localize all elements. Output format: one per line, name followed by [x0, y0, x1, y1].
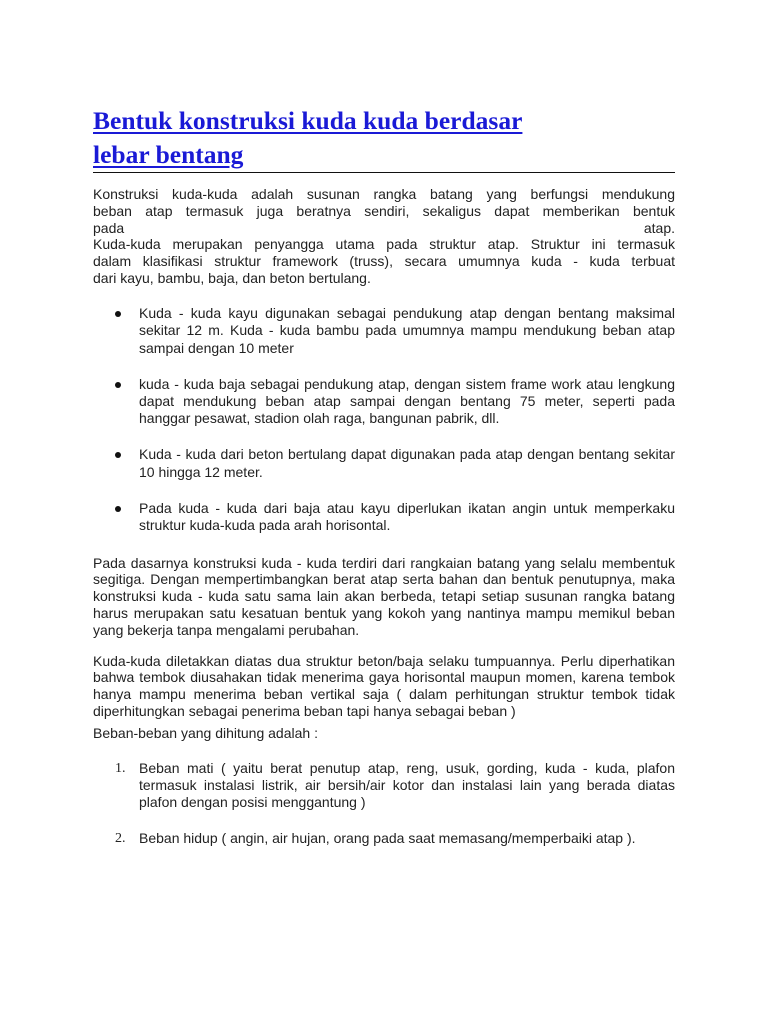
numbered-list — [93, 760, 675, 848]
intro-line: dari kayu, bambu, baja, dan beton bertulang. — [93, 269, 371, 286]
intro-line: beban atap termasuk juga beratnya sendiri, sekaligus dapat memberikan bentuk — [93, 202, 675, 219]
bullet-item — [93, 376, 675, 428]
title-line-2[interactable]: lebar bentang — [93, 140, 244, 169]
intro-line: dalam klasifikasi struktur framework (truss), secara umumnya kuda - kuda terbuat — [93, 253, 675, 270]
bullet-item — [93, 500, 675, 535]
numbered-text: Beban hidup ( angin, air hujan, orang pada saat memasang/memperbaiki atap ). — [139, 830, 636, 847]
intro-paragraph — [93, 186, 675, 287]
numbered-item — [93, 830, 675, 847]
intro-line-end: atap. — [643, 219, 675, 236]
document-title[interactable] — [93, 104, 675, 173]
bullet-text: Kuda - kuda dari beton bertulang dapat digunakan pada atap dengan bentang sekitar 10 hingga 12 meter. — [139, 446, 675, 480]
intro-line-start: pada — [93, 219, 125, 236]
bullet-list — [93, 305, 675, 535]
title-line-1[interactable]: Bentuk konstruksi kuda kuda berdasar — [93, 106, 523, 135]
intro-line: Kuda-kuda merupakan penyangga utama pada struktur atap. Struktur ini termasuk — [93, 236, 675, 253]
paragraph-segitiga: Pada dasarnya konstruksi kuda - kuda terdiri dari rangkaian batang yang selalu membentuk segitiga. Dengan mempertimbangkan berat atap serta bahan dan bentuk penutupnya, maka konstruksi kuda - kuda satu sama lain akan berbeda, tetapi setiap susunan rangka batang harus merupakan satu kesatuan bentuk yang kokoh yang nantinya mampu memikul beban yang bekerja tanpa mengalami perubahan. — [93, 554, 675, 638]
bullet-dot-icon — [115, 452, 121, 458]
numbered-item — [93, 760, 675, 812]
paragraph-tumpuan: Kuda-kuda diletakkan diatas dua struktur beton/baja selaku tumpuannya. Perlu diperhatikan bahwa tembok diusahakan tidak menerima gaya horisontal maupun momen, karena tembok hanya mampu menerima beban vertikal saja ( dalam perhitungan struktur tembok tidak diperhitungkan sebagai penerima beban tapi hanya sebagai beban ) — [93, 652, 675, 719]
bullet-text: kuda - kuda baja sebagai pendukung atap, dengan sistem frame work atau lengkung dapat mendukung beban atap sampai dengan bentang 75 meter, seperti pada hanggar pesawat, stadion olah raga, bangunan pabrik, dll. — [139, 375, 675, 427]
bullet-text: Kuda - kuda kayu digunakan sebagai pendukung atap dengan bentang maksimal sekitar 12 m. Kuda - kuda bambu pada umumnya mampu mendukung beban atap sampai dengan 10 meter — [139, 304, 675, 356]
intro-line: Konstruksi kuda-kuda adalah susunan rangka batang yang berfungsi mendukung — [93, 186, 675, 202]
bullet-dot-icon — [115, 506, 121, 512]
bullet-item — [93, 446, 675, 481]
bullet-dot-icon — [115, 311, 121, 317]
item-number: 1. — [115, 760, 126, 776]
document-page — [93, 92, 675, 866]
bullet-text: Pada kuda - kuda dari baja atau kayu diperlukan ikatan angin untuk memperkaku struktur kuda-kuda pada arah horisontal. — [139, 499, 675, 534]
intro-line — [93, 220, 675, 237]
bullet-dot-icon — [115, 382, 121, 388]
item-number: 2. — [115, 831, 126, 847]
numbered-text: Beban mati ( yaitu berat penutup atap, reng, usuk, gording, kuda - kuda, plafon termasuk instalasi listrik, air bersih/air kotor dan instalasi lain yang berada diatas plafon dengan posisi menggantung ) — [139, 759, 675, 811]
bullet-item — [93, 305, 675, 357]
paragraph-beban-intro: Beban-beban yang dihitung adalah : — [93, 724, 318, 741]
